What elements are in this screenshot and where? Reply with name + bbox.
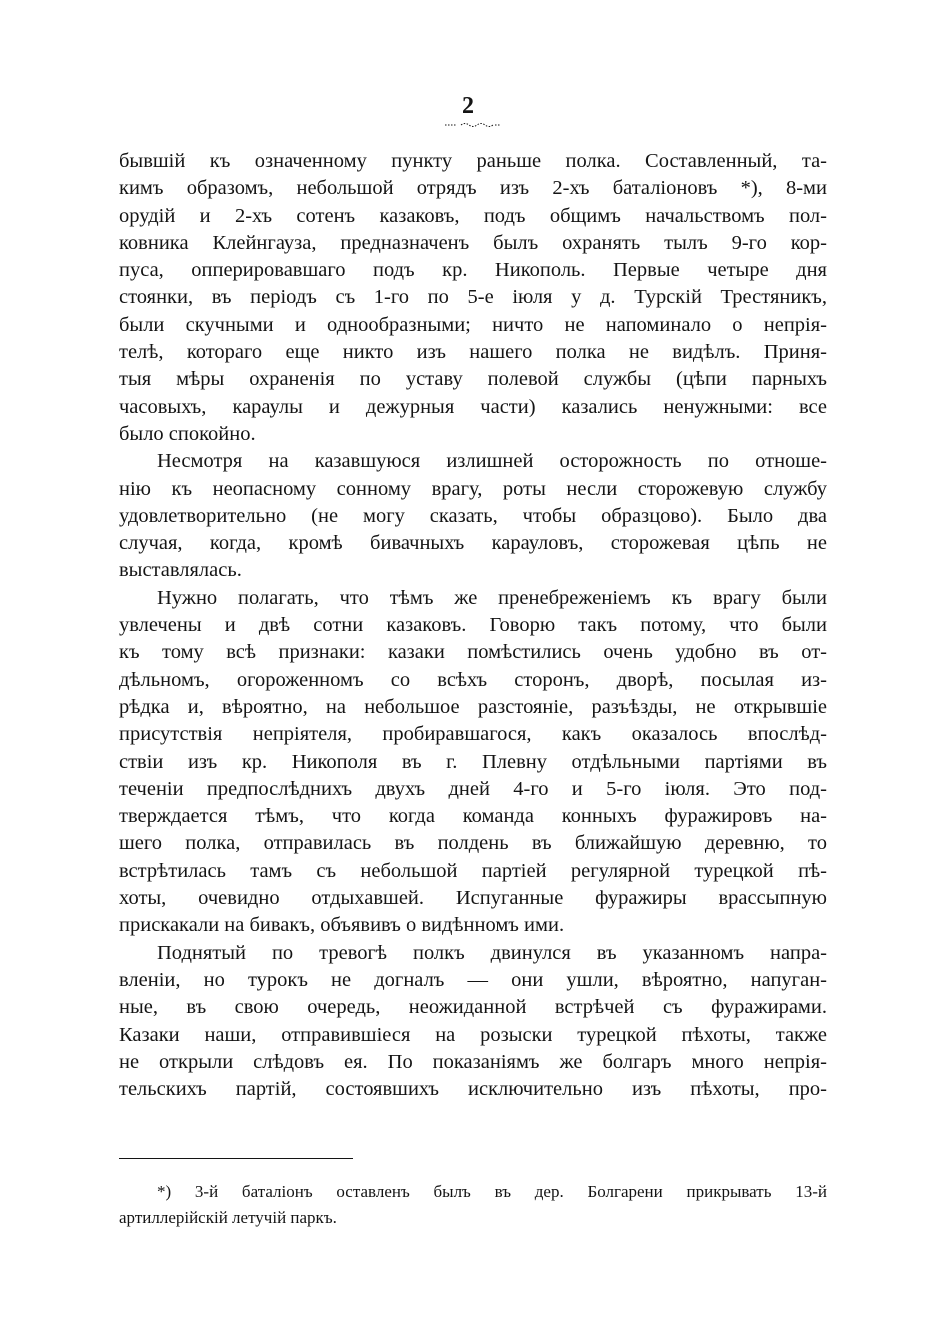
- footnote: [119, 1179, 827, 1231]
- text-line: Несмотря на казавшуюся излишней осторожность по отноше-: [157, 450, 827, 473]
- text-line: кимъ образомъ, небольшой отрядъ изъ 2-хъ баталіоновъ *), 8-ми: [119, 177, 827, 200]
- text-line: тыя мѣры охраненія по уставу полевой службы (цѣпи парныхъ: [119, 368, 827, 391]
- text-line: удовлетворительно (не могу сказать, чтобы образцово). Было два: [119, 504, 827, 527]
- text-line: Нужно полагать, что тѣмъ же пренебреженіемъ къ врагу были: [157, 586, 827, 609]
- text-line: пуса, опперировавшаго подъ кр. Никополь. Первые четыре дня: [119, 259, 827, 282]
- ornament-divider: [443, 122, 503, 128]
- text-line: телѣ, котораго еще никто изъ нашего полка не видѣлъ. Приня-: [119, 341, 827, 364]
- text-line: ствіи изъ кр. Никополя въ г. Плевну отдѣльными партіями въ: [119, 750, 827, 773]
- text-line: часовыхъ, караулы и дежурныя части) казались ненужными: все: [119, 395, 827, 418]
- text-line: къ тому всѣ признаки: казаки помѣстились очень удобно въ от-: [119, 641, 827, 664]
- footnote-divider: [119, 1158, 353, 1159]
- main-text: [119, 148, 827, 1103]
- text-line: прискакали на бивакъ, объявивъ о видѣнномъ ими.: [119, 914, 565, 937]
- text-line: увлечены и двѣ сотни казаковъ. Говорю такъ потому, что были: [119, 614, 827, 637]
- footnote-line: *) 3-й баталіонъ оставленъ былъ въ дер. Болгарени прикрывать 13-й: [157, 1182, 827, 1201]
- text-line: ные, въ свою очередь, неожиданной встрѣчей съ фуражирами.: [119, 996, 827, 1019]
- text-line: случая, когда, кромѣ бивачныхъ карауловъ, сторожевая цѣпь не: [119, 532, 827, 555]
- text-line: бывшій къ означенному пункту раньше полка. Составленный, та-: [119, 150, 827, 172]
- text-line: хоты, очевидно отдыхавшей. Испуганные фуражиры врассыпную: [119, 887, 827, 910]
- page-number: 2: [462, 93, 474, 119]
- text-line: были скучными и однообразными; ничто не напоминало о непрія-: [119, 313, 827, 336]
- text-line: рѣдка и, вѣроятно, на небольшое разстояніе, разъѣзды, не открывшіе: [119, 695, 827, 718]
- text-line: присутствія непріятеля, пробиравшагося, какъ оказалось впослѣд-: [119, 723, 827, 746]
- text-line: выставлялась.: [119, 559, 242, 582]
- text-line: дѣльномъ, огороженномъ со всѣхъ сторонъ, дворѣ, посылая из-: [119, 668, 827, 691]
- text-line: теченіи предпослѣднихъ двухъ дней 4-го и 5-го іюля. Это под-: [119, 777, 827, 800]
- footnote-line: артиллерійскій летучій паркъ.: [119, 1208, 337, 1227]
- text-line: не открыли слѣдовъ ея. По показаніямъ же болгаръ много непрія-: [119, 1050, 827, 1073]
- text-line: было спокойно.: [119, 422, 256, 445]
- text-line: шего полка, отправилась въ полдень въ ближайшую деревню, то: [119, 832, 827, 855]
- text-line: тельскихъ партій, состоявшихъ исключительно изъ пѣхоты, про-: [119, 1078, 827, 1101]
- text-line: вленіи, но турокъ не догналъ — они ушли, вѣроятно, напуган-: [119, 968, 827, 991]
- text-line: ковника Клейнгауза, предназначенъ былъ охранять тылъ 9-го кор-: [119, 231, 827, 254]
- text-line: стоянки, въ періодъ съ 1-го по 5-е іюля у д. Турскій Трестяникъ,: [119, 286, 827, 309]
- text-line: нію къ неопасному сонному врагу, роты несли сторожевую службу: [119, 477, 827, 500]
- text-line: Казаки наши, отправившіеся на розыски турецкой пѣхоты, также: [119, 1023, 827, 1046]
- text-line: встрѣтилась тамъ съ небольшой партіей регулярной турецкой пѣ-: [119, 859, 827, 882]
- text-line: Поднятый по тревогѣ полкъ двинулся въ указанномъ напра-: [157, 941, 827, 964]
- text-line: тверждается тѣмъ, что когда команда конныхъ фуражировъ на-: [119, 805, 827, 828]
- text-line: орудій и 2-хъ сотенъ казаковъ, подъ общимъ начальствомъ пол-: [119, 204, 827, 227]
